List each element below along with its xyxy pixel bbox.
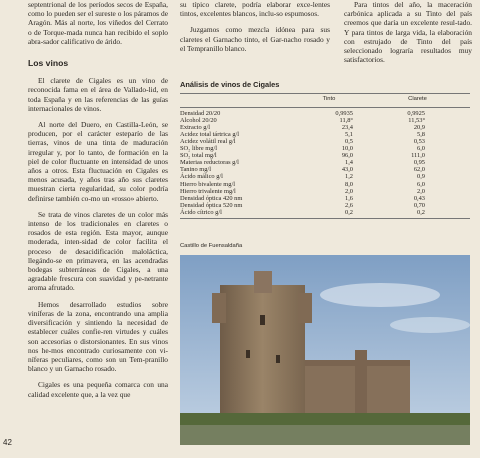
table-row — [180, 188, 470, 195]
table-cell-v2: 0,53 — [413, 138, 425, 146]
table-cell-v2: 6,0 — [417, 145, 425, 153]
table-header-tinto: Tinto — [293, 94, 365, 108]
table-cell-label: Tanino mg/l — [180, 166, 211, 174]
table-row — [180, 145, 470, 152]
table-cell-label: Hierro bivalente mg/l — [180, 180, 236, 188]
table-row — [180, 124, 470, 131]
table-cell-label: SO₂ total mg/l — [180, 152, 217, 160]
table-cell-v1: 1,6 — [345, 194, 353, 202]
table-cell-v1: 96,0 — [341, 152, 353, 160]
paragraph: Para tintos del año, la maceración carbónica aplicada a su Tinto del país creemos que daría un excelente resul-tado. Y para tintos de larga vida, la elaboración con estrujado de Tinto del país seleccionado lograría resultados muy satisfactorios. — [344, 0, 472, 65]
table-cell-v2: 0,70 — [413, 201, 425, 209]
cloud — [320, 283, 440, 307]
table-row — [180, 152, 470, 159]
table-cell-v1: 8,0 — [345, 180, 353, 188]
table-row — [180, 202, 470, 209]
keep-tower — [220, 285, 305, 415]
table-row — [180, 173, 470, 180]
wall — [295, 365, 410, 415]
table-row — [180, 195, 470, 202]
table-cell-v2: 0,43 — [413, 194, 425, 202]
table-title: Análisis de vinos de Cigales — [180, 80, 280, 89]
corner-tower — [355, 350, 367, 415]
table-cell-v2: 5,8 — [417, 131, 425, 139]
table-row — [180, 131, 470, 138]
table-cell-v1: 0,2 — [293, 209, 365, 219]
table-cell-label: Acidez total tártrica g/l — [180, 131, 240, 139]
table-cell-v2: 6,0 — [417, 180, 425, 188]
table-cell-v1: 10,0 — [341, 145, 353, 153]
table-cell-v1: 0,5 — [345, 138, 353, 146]
table-cell-v2: 111,0 — [411, 152, 425, 160]
paragraph: Hemos desarrollado estudios sobre viníferas de la zona, encontrando una amplia diversificación y sintiendo la necesidad de establecer cuáles confie-ren virtudes y cuáles son accesorias o distorsionantes. En sus vinos nos he-mos encontrado curiosamente con vi-níferas peculiares, como son un Tem-pranillo blanco y un Garnacho rosado. — [28, 299, 168, 374]
table-cell-v2: 0,9925 — [407, 110, 425, 118]
turret — [212, 293, 226, 323]
window — [276, 355, 280, 363]
paragraph: Al norte del Duero, en Castilla-León, se producen, por el carácter esteparío de las tierras, vinos de una tinta de maduración irregular y, por lo tanto, de formación en la piel de color fluctuante en intensidad de unos años a otros. Esta fluctuación en Cigales es menos acusada, y años tras año sus claretes muestran cierta regularidad, su color podría definirse también co-mo un «rosso» abierto. — [28, 120, 168, 203]
table-cell-v2: 2,0 — [417, 187, 425, 195]
table-cell-label: Acidez volátil real g/l — [180, 138, 236, 146]
table-cell-label: Densidad óptica 420 nm — [180, 194, 243, 202]
table-body — [180, 108, 470, 219]
text-column-right — [344, 0, 472, 64]
table-cell-v2: 11,53° — [408, 117, 425, 125]
table-header-row — [180, 94, 470, 108]
analysis-table — [180, 94, 470, 219]
table-row — [180, 166, 470, 173]
table-row — [180, 138, 470, 145]
table-cell-label: Hierro trivalente mg/l — [180, 187, 236, 195]
castle-illustration — [180, 255, 470, 445]
window — [260, 315, 265, 325]
table-cell-label: Alcohol 20/20 — [180, 117, 217, 125]
text-column-left — [28, 0, 168, 399]
table-cell-v1: 1,4 — [345, 159, 353, 167]
table-cell-label: Ácido málico g/l — [180, 173, 223, 181]
paragraph-intro: septentrional de los períodos secos de España, como lo pueden ser el sureste o los páramos de Aragón. Más al norte, los viñedos del Cerrato o de Torque-mada nunca han recibido el soplo abra-sador calificativo de árido. — [28, 0, 168, 46]
table-cell-v1: 5,1 — [345, 131, 353, 139]
table-cell-v2: 20,9 — [413, 124, 425, 132]
wall-crenel — [295, 360, 410, 366]
table-row — [180, 117, 470, 124]
table-row — [180, 209, 470, 219]
table-row — [180, 181, 470, 188]
cloud — [390, 317, 470, 333]
paragraph: Juzgamos como mezcla idónea para sus claretes el Garnacho tinto, el Gar-nacho rosado y el Tempranillo blanco. — [180, 25, 330, 53]
analysis-table-block — [180, 80, 470, 219]
table-cell-label: Ácido cítrico g/l — [180, 209, 293, 219]
table-cell-v1: 43,0 — [341, 166, 353, 174]
table-row — [180, 108, 470, 118]
table-cell-v2: 0,2 — [365, 209, 470, 219]
window — [246, 350, 250, 358]
text-column-middle — [180, 0, 330, 53]
paragraph: Cigales es una pequeña comarca con una calidad excelente que, a la vez que — [28, 380, 168, 399]
table-cell-v1: 23,4 — [341, 124, 353, 132]
table-cell-label: SO₂ libre mg/l — [180, 145, 218, 153]
table-cell-v1: 1,2 — [345, 173, 353, 181]
turret — [254, 271, 272, 293]
paragraph: El clarete de Cigales es un vino de reconocida fama en el área de Vallado-lid, en toda España y en las referencias de las guías internacionales de vinos. — [28, 76, 168, 113]
table-cell-v2: 0,95 — [413, 159, 425, 167]
table-cell-label: Densidad óptica 520 nm — [180, 201, 243, 209]
photo-caption: Castillo de Fuensaldaña — [180, 243, 243, 249]
paragraph: su típico clarete, podría elaborar exce-lentes tintos, excelentes blancos, inclu-so espumosos. — [180, 0, 330, 19]
paragraph: Se trata de vinos claretes de un color más intenso de los tradicionales en claretes o rosados de esta región. Esta mayor, aunque moderada, inten-sidad de color facilita el proceso de desacidificación maloláctica, llegándo-se en primavera, en las acendradas bodegas subterráneas de Cigales, a una agradable frescura con suavidad y pe-netrante aroma afrutado. — [28, 209, 168, 293]
table-cell-label: Densidad 20/20 — [180, 110, 221, 118]
table-row — [180, 159, 470, 166]
table-cell-label: Materias reductoras g/l — [180, 159, 239, 167]
table-cell-v2: 62,0 — [413, 166, 425, 174]
table-cell-v1: 0,9935 — [335, 110, 353, 118]
table-header-clarete: Clarete — [365, 94, 470, 108]
section-heading: Los vinos — [28, 58, 69, 69]
table-cell-v1: 2,0 — [345, 187, 353, 195]
table-cell-v1: 2,6 — [345, 201, 353, 209]
table-cell-v1: 11,8° — [339, 117, 353, 125]
castle-photo — [180, 255, 470, 445]
table-cell-label: Extracto g/l — [180, 124, 210, 132]
table-cell-v2: 0,9 — [417, 173, 425, 181]
turret — [298, 293, 312, 323]
road — [180, 425, 470, 445]
table-header-label — [180, 94, 293, 108]
page-number: 42 — [3, 438, 12, 447]
